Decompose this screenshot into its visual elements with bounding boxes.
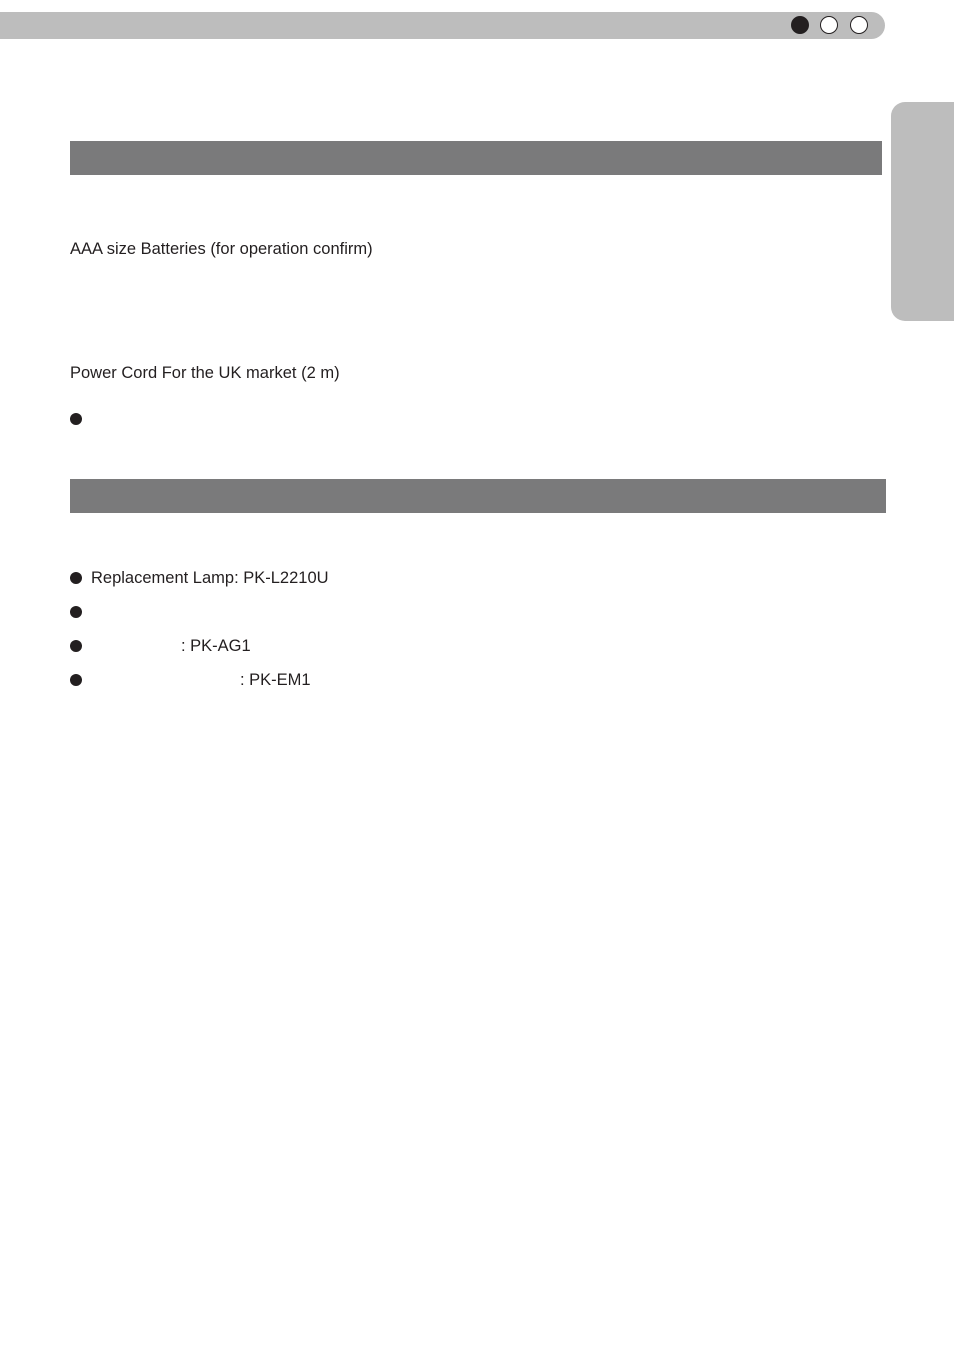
accessory-item-batteries: AAA size Batteries (for operation confirm) [70,240,373,258]
page-indicator-dot-empty [850,16,868,34]
note-bullet-icon [70,413,82,425]
accessories-section-header [70,141,882,175]
option-item-pk-ag1: : PK-AG1 [181,637,251,655]
options-section-header [70,479,886,513]
option-bullet-icon [70,606,82,618]
option-bullet-icon [70,674,82,686]
option-item-replacement-lamp: Replacement Lamp: PK-L2210U [91,569,329,587]
accessory-item-power-cord-uk: Power Cord For the UK market (2 m) [70,364,340,382]
header-bar [0,12,885,39]
option-item-pk-em1: : PK-EM1 [240,671,311,689]
page-indicator-dot-filled [791,16,809,34]
option-bullet-icon [70,572,82,584]
option-bullet-icon [70,640,82,652]
chapter-side-tab [891,102,954,321]
page-indicator-dot-empty [820,16,838,34]
